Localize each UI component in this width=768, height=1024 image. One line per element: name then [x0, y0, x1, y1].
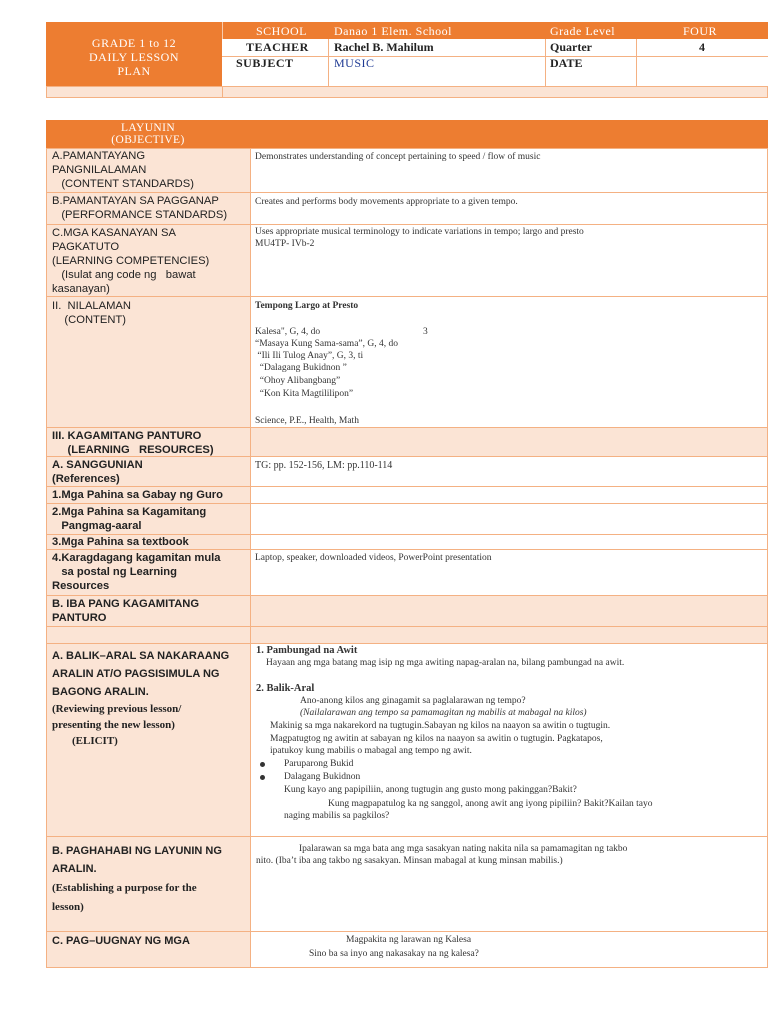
- purpose-label-english: [52, 879, 248, 917]
- textbook-pages-label: [52, 535, 248, 549]
- content-standards-label: [52, 149, 248, 191]
- review-paragraph-1: Hayaan ang mga batang mag isip ng mga awiting napag-aralan na, bilang pambungad na awit.: [266, 658, 625, 668]
- label-line: 1.Mga Pahina sa Gabay ng Guro: [52, 489, 223, 501]
- performance-standards-value: Creates and performs body movements appropriate to a given tempo.: [255, 197, 518, 207]
- additional-materials-label: [52, 551, 248, 593]
- label-line: PAGKATUTO: [52, 241, 120, 253]
- label-line: (CONTENT STANDARDS): [52, 178, 194, 190]
- review-label-english: [52, 701, 248, 733]
- label-line: A.PAMANTAYANG: [52, 150, 146, 162]
- content-integration: Science, P.E., Health, Math: [255, 416, 359, 426]
- label-line: kasanayan): [52, 283, 110, 295]
- label-line: ARALIN.: [52, 863, 97, 875]
- purpose-label: [52, 842, 248, 878]
- content-song-6: “Kon Kita Magtililipon”: [255, 389, 354, 399]
- quarter-label: Quarter: [550, 40, 592, 54]
- header-title: [46, 36, 222, 78]
- resources-label: [52, 429, 248, 457]
- school-value: Danao 1 Elem. School: [334, 24, 452, 38]
- review-paragraph-2: Makinig sa mga nakarekord na tugtugin.Sabayan ng kilos na naayon sa awitin o tugtugin.: [270, 721, 611, 731]
- performance-standards-label: [52, 194, 248, 222]
- content-song-3: “Ili Ili Tulog Anay”, G, 3, ti: [255, 351, 364, 361]
- objective-title: LAYUNIN: [120, 122, 176, 134]
- content-song-5: “Ohoy Alibangbang”: [255, 376, 341, 386]
- title-line: DAILY LESSON: [88, 50, 180, 64]
- label-line: (CONTENT): [52, 314, 126, 326]
- school-label: SCHOOL: [256, 24, 308, 38]
- competencies-value: [255, 226, 763, 250]
- connecting-paragraph-2: Sino ba sa inyo ang nakasakay na ng kalesa?: [309, 949, 479, 959]
- label-line: (Reviewing previous lesson/: [52, 703, 182, 715]
- bullet-icon: [260, 762, 265, 767]
- label-line: BAGONG ARALIN.: [52, 686, 149, 698]
- other-resources-label: [52, 597, 248, 625]
- label-line: (LEARNING COMPETENCIES): [52, 255, 210, 267]
- review-bullet-2: Dalagang Bukidnon: [284, 772, 361, 782]
- label-line: ARALIN AT/O PAGSISIMULA NG: [52, 668, 220, 680]
- subject-value: MUSIC: [334, 56, 375, 70]
- objective-header-text: [46, 122, 250, 146]
- label-line: C. PAG–UUGNAY NG MGA: [52, 935, 190, 947]
- connecting-paragraph-1: Magpakita ng larawan ng Kalesa: [346, 935, 472, 945]
- grade-value: FOUR: [683, 24, 718, 38]
- review-paragraph-3b: ipatukoy kung mabilis o mabagal ang tempo ng awit.: [270, 746, 472, 756]
- title-line: PLAN: [117, 64, 151, 78]
- label-line: PANGNILALAMAN: [52, 164, 147, 176]
- label-line: (LEARNING RESOURCES): [52, 444, 214, 456]
- purpose-paragraph-1b: nito. (Iba’t iba ang takbo ng sasakyan. Minsan mabagal at kung minsan mabilis.): [256, 856, 563, 866]
- value-line: Uses appropriate musical terminology to indicate variations in tempo; largo and presto: [255, 227, 584, 237]
- date-label: DATE: [550, 56, 583, 70]
- label-line: Pangmag-aaral: [52, 520, 142, 532]
- content-title: Tempong Largo at Presto: [255, 301, 359, 311]
- content-song-2: “Masaya Kung Sama-sama”, G, 4, do: [255, 339, 398, 349]
- label-line: (References): [52, 473, 120, 485]
- label-line: A. BALIK–ARAL SA NAKARAANG: [52, 650, 230, 662]
- review-paragraph-5b: naging mabilis sa pagkilos?: [284, 811, 390, 821]
- label-line: C.MGA KASANAYAN SA: [52, 227, 176, 239]
- content-song-4: “Dalagang Bukidnon ”: [255, 363, 347, 373]
- label-line: (PERFORMANCE STANDARDS): [52, 209, 228, 221]
- teacher-label: TEACHER: [246, 40, 309, 54]
- label-line: presenting the new lesson): [52, 719, 175, 731]
- guide-pages-label: [52, 488, 248, 502]
- label-line: B. PAGHAHABI NG LAYUNIN NG: [52, 845, 222, 857]
- connecting-label: [52, 935, 248, 947]
- label-line: Resources: [52, 580, 110, 592]
- review-heading-2: 2. Balik-Aral: [256, 683, 315, 694]
- review-heading-1: 1. Pambungad na Awit: [256, 645, 358, 656]
- quarter-value: 4: [699, 40, 705, 54]
- label-line: PANTURO: [52, 612, 107, 624]
- label-line: 2.Mga Pahina sa Kagamitang: [52, 506, 207, 518]
- label-line: lesson): [52, 901, 84, 913]
- grade-label: Grade Level: [550, 24, 616, 38]
- label-line: III. KAGAMITANG PANTURO: [52, 430, 202, 442]
- review-label-elicit: (ELICIT): [72, 735, 118, 747]
- learner-pages-label: [52, 505, 248, 533]
- label-line: B. IBA PANG KAGAMITANG: [52, 598, 200, 610]
- label-line: (Isulat ang code ng bawat: [52, 269, 196, 281]
- references-label: [52, 458, 248, 486]
- review-paragraph-5a: Kung magpapatulog ka ng sanggol, anong awit ang iyong pipiliin? Bakit?Kailan tayo: [328, 799, 653, 809]
- competencies-label: [52, 226, 248, 296]
- teacher-value: Rachel B. Mahilum: [334, 40, 434, 54]
- content-song-1-number: 3: [423, 327, 428, 337]
- content-label: [52, 299, 248, 327]
- label-line: (Establishing a purpose for the: [52, 882, 197, 894]
- subject-label: SUBJECT: [236, 56, 294, 70]
- label-line: B.PAMANTAYAN SA PAGGANAP: [52, 195, 219, 207]
- label-line: sa postal ng Learning: [52, 566, 177, 578]
- references-value: TG: pp. 152-156, LM: pp.110-114: [255, 460, 393, 471]
- review-paragraph-4: Kung kayo ang papipiliin, anong tugtugin ang gusto mong pakinggan?Bakit?: [284, 785, 577, 795]
- label-line: 4.Karagdagang kagamitan mula: [52, 552, 221, 564]
- review-label: [52, 647, 248, 701]
- review-paragraph-3a: Magpatugtog ng awitin at sabayan ng kilos na naayon sa awitin o tugtugin. Pagkatapos,: [270, 734, 603, 744]
- content-song-1: Kalesa", G, 4, do: [255, 327, 321, 337]
- bullet-icon: [260, 775, 265, 780]
- title-line: GRADE 1 to 12: [91, 36, 177, 50]
- header-bottom-strip: [46, 86, 768, 98]
- additional-materials-value: Laptop, speaker, downloaded videos, PowerPoint presentation: [255, 553, 492, 563]
- review-question-1: Ano-anong kilos ang ginagamit sa paglalarawan ng tempo?: [300, 696, 526, 706]
- objective-subtitle: (OBJECTIVE): [111, 134, 185, 146]
- label-line: 3.Mga Pahina sa textbook: [52, 536, 189, 548]
- content-standards-value: Demonstrates understanding of concept pertaining to speed / flow of music: [255, 152, 541, 162]
- label-line: A. SANGGUNIAN: [52, 459, 143, 471]
- review-bullet-1: Paruparong Bukid: [284, 759, 354, 769]
- value-line: MU4TP- IVb-2: [255, 239, 315, 249]
- review-question-1-answer: (Nailalarawan ang tempo sa pamamagitan ng mabilis at mabagal na kilos): [300, 708, 587, 718]
- purpose-paragraph-1a: Ipalarawan sa mga bata ang mga sasakyan nating nakita nila sa pamamagitan ng takbo: [299, 844, 628, 854]
- label-line: II. NILALAMAN: [52, 300, 131, 312]
